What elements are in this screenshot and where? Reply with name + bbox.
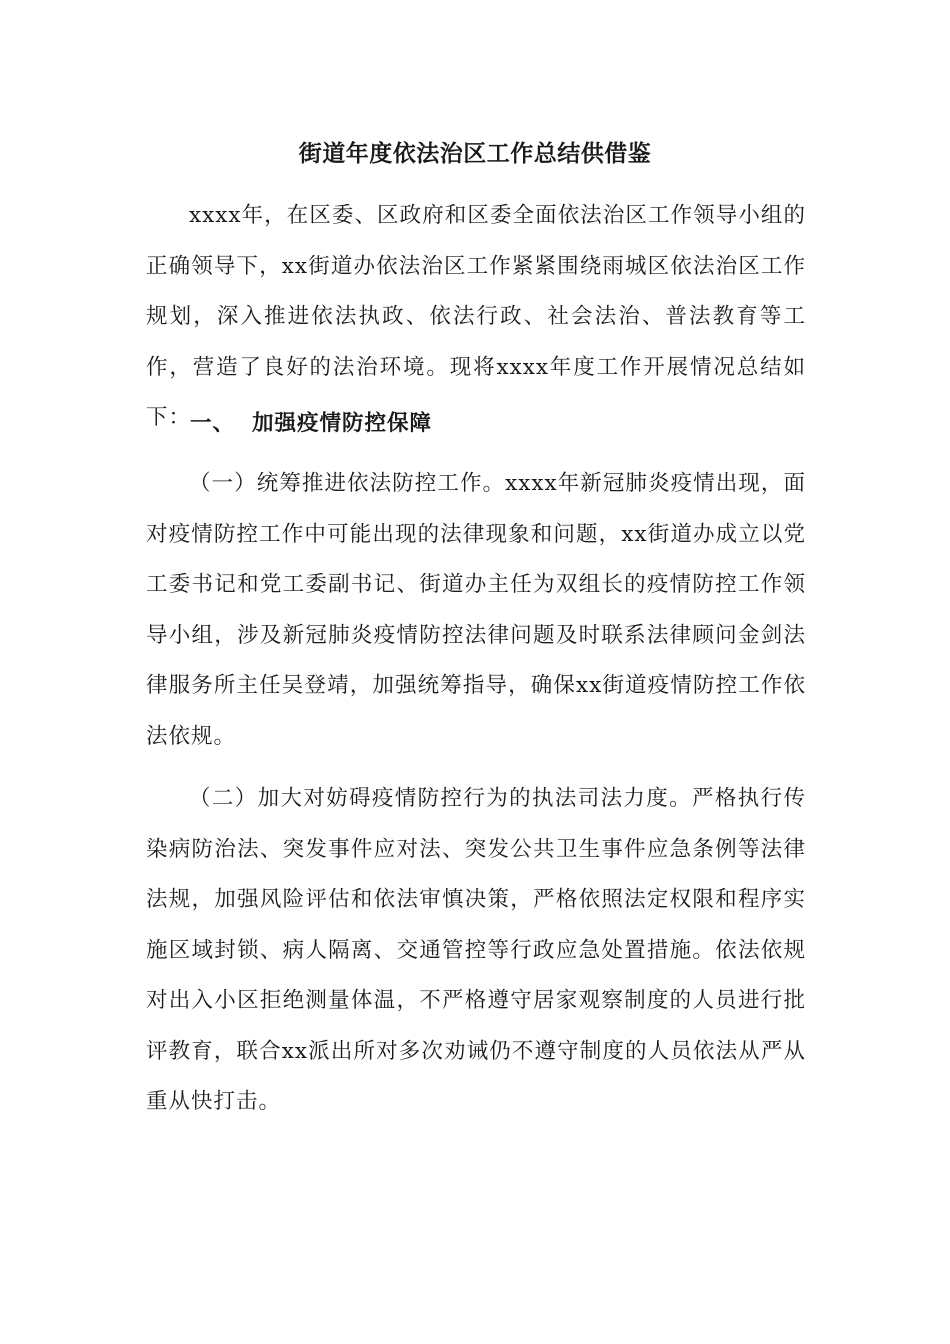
section-paragraph-1: （一）统筹推进依法防控工作。xxxx年新冠肺炎疫情出现，面对疫情防控工作中可能出现的法律现象和问题，xx街道办成立以党工委书记和党工委副书记、街道办主任为双组长的疫情防控工作领导小组，涉及新冠肺炎疫情防控法律问题及时联系法律顾问金剑法律服务所主任吴登靖，加强统筹指导，确保xx街道疫情防控工作依法依规。 [146,471,806,749]
document-title: 街道年度依法治区工作总结供借鉴 [298,141,652,167]
intro-paragraph: xxxx年，在区委、区政府和区委全面依法治区工作领导小组的正确领导下，xx街道办依法治区工作紧紧围绕雨城区依法治区工作规划，深入推进依法执政、依法行政、社会法治、普法教育等工作，营造了良好的法治环境。现将xxxx年度工作开展情况总结如下： [146,203,806,430]
section-heading: 一、 加强疫情防控保障 [190,411,432,436]
section-paragraph-2: （二）加大对妨碍疫情防控行为的执法司法力度。严格执行传染病防治法、突发事件应对法、突发公共卫生事件应急条例等法律法规，加强风险评估和依法审慎决策，严格依照法定权限和程序实施区域封锁、病人隔离、交通管控等行政应急处置措施。依法依规对出入小区拒绝测量体温，不严格遵守居家观察制度的人员进行批评教育，联合xx派出所对多次劝诫仍不遵守制度的人员依法从严从重从快打击。 [146,786,806,1114]
